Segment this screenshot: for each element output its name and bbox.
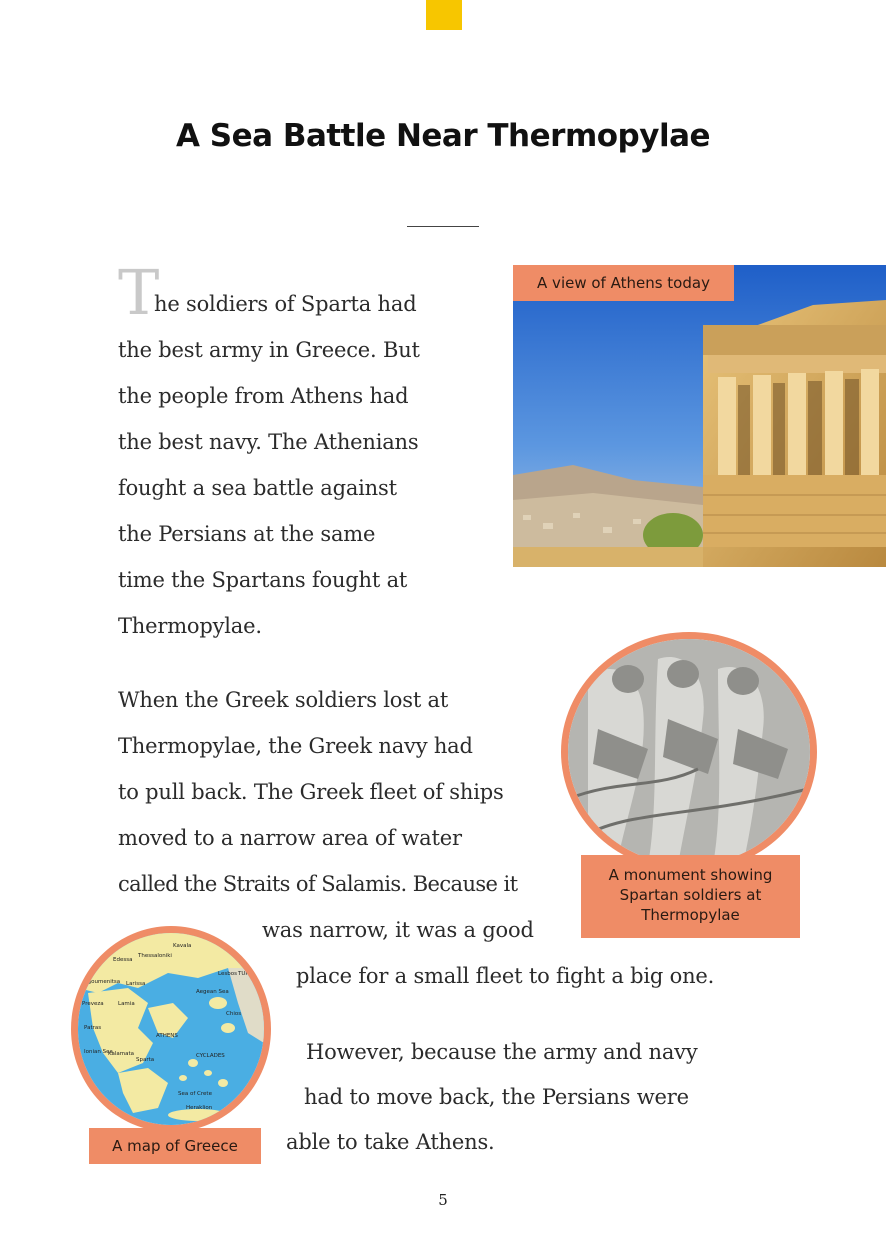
- map-label: Larissa: [126, 981, 146, 987]
- map-label: ATHENS: [156, 1033, 178, 1039]
- paragraph-line: called the Straits of Salamis. Because it: [118, 872, 518, 896]
- paragraph-line: moved to a narrow area of water: [118, 826, 462, 850]
- map-label: Ionian Sea: [84, 1049, 113, 1055]
- map-label: Preveza: [82, 1001, 104, 1007]
- map-label: Heraklion: [186, 1105, 213, 1111]
- map-label: Patras: [84, 1025, 102, 1031]
- map-label: Igoumenitsa: [86, 979, 121, 985]
- map-label: Kavala: [173, 943, 192, 949]
- greece-map-illustration: [78, 933, 264, 1125]
- paragraph-line: the people from Athens had: [118, 384, 409, 408]
- paragraph-line: Thermopylae.: [118, 614, 262, 638]
- paragraph-line: able to take Athens.: [286, 1130, 495, 1154]
- page-title: A Sea Battle Near Thermopylae: [175, 118, 711, 154]
- paragraph-line: time the Spartans fought at: [118, 568, 408, 592]
- title-divider: [407, 226, 479, 227]
- drop-cap: T: [118, 256, 160, 329]
- map-label: Lamia: [118, 1001, 135, 1007]
- map-caption: A map of Greece: [89, 1128, 261, 1164]
- paragraph-line: to pull back. The Greek fleet of ships: [118, 780, 504, 804]
- map-label: Sea of Crete: [178, 1091, 212, 1097]
- map-label: Lesbos: [218, 971, 237, 977]
- map-label: Kalamata: [108, 1051, 135, 1057]
- page-tab-marker: [426, 0, 462, 30]
- paragraph-line: he soldiers of Sparta had: [154, 292, 417, 316]
- monument-photo: [561, 632, 817, 872]
- paragraph-line: was narrow, it was a good: [262, 918, 534, 942]
- map-label: CYCLADES: [196, 1053, 225, 1059]
- monument-illustration: [568, 639, 810, 865]
- page-number: 5: [438, 1191, 448, 1209]
- paragraph-line: the best army in Greece. But: [118, 338, 420, 362]
- athens-caption: A view of Athens today: [513, 265, 734, 301]
- athens-illustration: [513, 265, 886, 567]
- paragraph-line: However, because the army and navy: [306, 1040, 698, 1064]
- map-label: Chios: [226, 1011, 242, 1017]
- paragraph-line: place for a small fleet to fight a big one.: [296, 964, 715, 988]
- greece-map: [71, 926, 271, 1132]
- monument-caption: A monument showing Spartan soldiers at Thermopylae: [581, 855, 800, 938]
- paragraph-line: When the Greek soldiers lost at: [118, 688, 449, 712]
- athens-photo: [513, 265, 886, 567]
- paragraph-line: the Persians at the same: [118, 522, 376, 546]
- map-label: Aegean Sea: [196, 989, 229, 995]
- paragraph-line: had to move back, the Persians were: [304, 1085, 689, 1109]
- paragraph-line: the best navy. The Athenians: [118, 430, 419, 454]
- map-label: Komoti: [218, 939, 238, 945]
- paragraph-line: Thermopylae, the Greek navy had: [118, 734, 473, 758]
- map-label: Edessa: [113, 957, 133, 963]
- map-label: Thessaloniki: [138, 953, 172, 959]
- map-label: TURKEY: [238, 971, 260, 977]
- map-label: Sparta: [136, 1057, 155, 1063]
- paragraph-line: fought a sea battle against: [118, 476, 397, 500]
